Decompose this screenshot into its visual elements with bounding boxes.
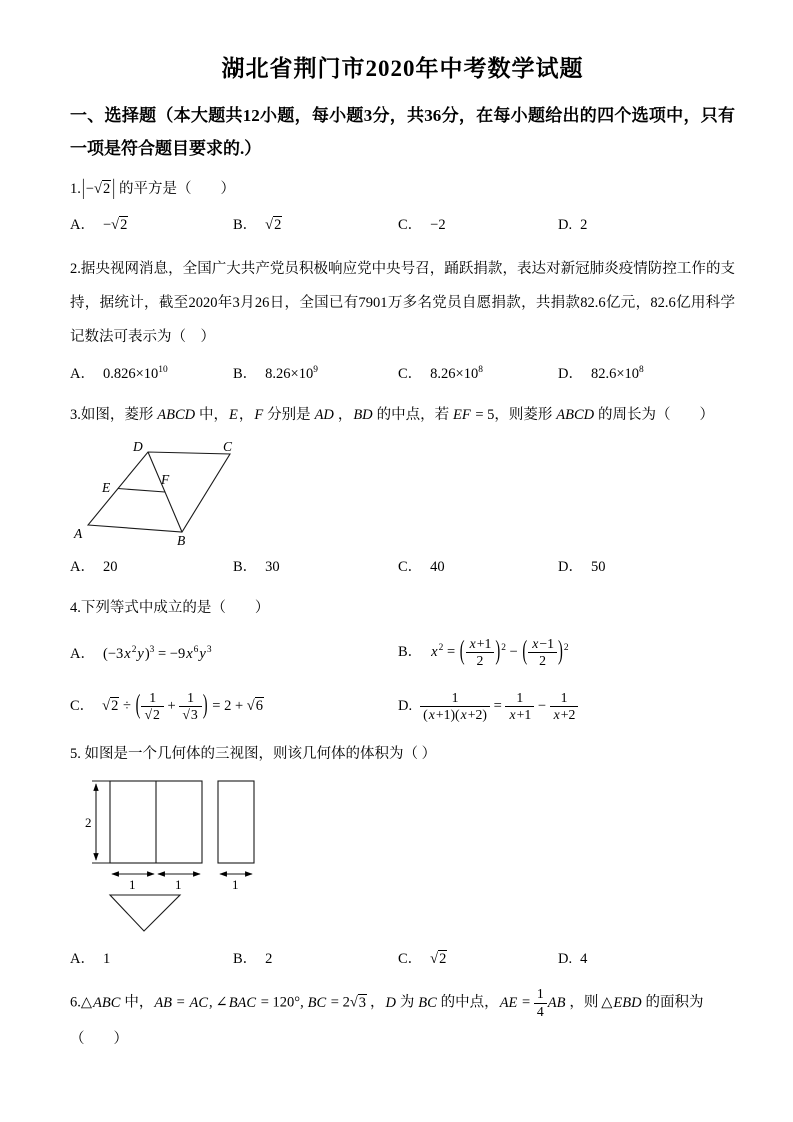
question-4-options xyxy=(70,636,735,724)
option-d-label: D． xyxy=(558,366,583,383)
option-d-value: $\frac{1}{(x+1)(x+2)}$ = $\frac{1}{x+1}$ − $\frac{1}{x+2}$ xyxy=(420,698,578,714)
dim-label-side: 1 xyxy=(232,877,239,893)
option-b-value: 2 xyxy=(265,951,273,968)
option-b-value: √2 xyxy=(265,217,282,233)
vertex-label-d: D xyxy=(133,440,143,454)
question-2 xyxy=(70,252,735,389)
question-2-option-c xyxy=(398,360,558,389)
question-1-stem: 1.|−√2 | 的平方是（ ） xyxy=(70,176,235,202)
question-4 xyxy=(70,594,735,724)
question-6-stem: 6.△ABC 中，AB = AC, ∠BAC = 120°, BC = 2√3 ，D 为 BC 的中点，AE = $\frac{1}{4}$ AB ，则 △EBD 的面积为 xyxy=(70,986,704,1019)
vertex-label-c: C xyxy=(223,440,233,454)
option-c-value: $8.26\times 10^8$ xyxy=(430,365,483,383)
question-2-options xyxy=(70,360,735,389)
question-4-option-d xyxy=(398,690,735,724)
option-d-value: 4 xyxy=(580,951,588,968)
option-c-value: 40 xyxy=(430,558,445,575)
question-2-option-a xyxy=(70,360,233,389)
option-d-label: D. xyxy=(558,217,573,233)
option-c-value: √2 xyxy=(430,951,447,968)
question-4-option-b xyxy=(398,636,735,670)
option-c-label: C． xyxy=(398,951,423,968)
option-a-label: A． xyxy=(70,366,95,383)
question-1 xyxy=(70,175,735,240)
question-5-options xyxy=(70,945,735,974)
option-d-value: 50 xyxy=(590,558,606,575)
option-b-label: B． xyxy=(398,643,423,660)
question-5-stem: 5. 如图是一个几何体的三视图，则该几何体的体积为（ ） xyxy=(70,745,437,762)
option-d-value: $82.6\times 10^8$ xyxy=(590,365,644,383)
option-c-value: √2 ÷ ( $\frac{1}{√2}$ + $\frac{1}{√3}$ ) = 2 + √6 xyxy=(102,689,263,723)
option-a-label: A． xyxy=(70,558,95,575)
dim-label-front-left: 1 xyxy=(129,877,136,893)
question-4-option-a xyxy=(70,642,398,663)
question-6 xyxy=(70,986,735,1053)
option-c-label: C． xyxy=(398,366,423,383)
side-view-rect xyxy=(218,781,254,863)
question-3-stem: 3.如图，菱形 ABCD 中，E，F 分别是 AD ，BD 的中点，若 EF = 5，则菱形 ABCD 的周长为（ ） xyxy=(70,407,715,424)
question-3 xyxy=(70,401,735,582)
option-b-value: 30 xyxy=(265,558,280,575)
document-title: 湖北省荆门市2020年中考数学试题 xyxy=(221,56,584,81)
option-b-value: $x^2$ = ( $\frac{x+1}{2}$ )$^2$ − ( $\frac{x-1}{2}$ )$^2$ xyxy=(431,635,569,669)
dim-label-height: 2 xyxy=(85,815,92,831)
point-label-e: E xyxy=(102,479,111,495)
question-3-option-c xyxy=(398,553,558,582)
midsegment-ef-line xyxy=(118,488,165,492)
q3-rhombus-figure xyxy=(72,441,262,547)
option-c-label: C． xyxy=(398,558,423,575)
option-d-value: 2 xyxy=(580,217,588,233)
vertex-label-a: A xyxy=(74,525,83,541)
question-2-stem: 2.据央视网消息，全国广大共产党员积极响应党中央号召，踊跃捐款，表达对新冠肺炎疫情防控工作的支持，据统计，截至2020年3月26日，全国已有7901万多名党员自愿捐款，共捐款82.6亿元，82.6亿用科学记数法可表示为（ ） xyxy=(70,261,735,346)
question-5-option-d xyxy=(558,945,735,974)
option-a-value: −√2 xyxy=(102,217,128,233)
option-a-value: $(-3x^2y)^3 = -9x^6y^3$ xyxy=(102,645,212,663)
vertex-label-b: B xyxy=(177,532,186,547)
question-1-option-d xyxy=(558,211,735,240)
question-5-option-c xyxy=(398,945,558,974)
question-1-option-b xyxy=(233,211,398,240)
question-6-answer-blank: （ ） xyxy=(70,1030,128,1047)
question-2-option-b xyxy=(233,360,398,389)
option-d-label: D. xyxy=(558,951,573,968)
question-4-option-c xyxy=(70,690,398,724)
option-d-label: D. xyxy=(398,698,413,715)
option-d-label: D． xyxy=(558,558,583,575)
option-c-label: C． xyxy=(70,698,95,715)
option-a-label: A． xyxy=(70,217,95,233)
question-1-option-c xyxy=(398,211,558,240)
option-b-label: B． xyxy=(233,217,258,233)
question-3-options xyxy=(70,553,735,582)
option-a-value: 20 xyxy=(102,558,118,575)
question-1-option-a xyxy=(70,211,233,240)
option-c-value: −2 xyxy=(430,217,446,233)
top-view-triangle xyxy=(110,895,180,931)
question-1-options xyxy=(70,211,735,240)
point-label-f: F xyxy=(161,471,170,487)
option-a-value: 1 xyxy=(102,951,111,968)
dim-label-front-right: 1 xyxy=(175,877,182,893)
question-2-option-d xyxy=(558,360,735,389)
question-5 xyxy=(70,740,735,975)
question-5-option-b xyxy=(233,945,398,974)
question-3-option-d xyxy=(558,553,735,582)
section-one-heading: 一、选择题（本大题共12小题，每小题3分，共36分，在每小题给出的四个选项中，只有一项是符合题目要求的.） xyxy=(70,106,735,159)
option-b-label: B． xyxy=(233,951,258,968)
option-b-value: $8.26\times 10^9$ xyxy=(265,365,318,383)
option-c-label: C． xyxy=(398,217,423,233)
option-a-label: A． xyxy=(70,951,95,968)
option-b-label: B． xyxy=(233,366,258,383)
question-5-option-a xyxy=(70,945,233,974)
q5-three-view-figure xyxy=(84,775,284,939)
option-b-label: B． xyxy=(233,558,258,575)
question-4-stem: 4.下列等式中成立的是（ ） xyxy=(70,599,270,616)
question-3-option-a xyxy=(70,553,233,582)
option-a-label: A． xyxy=(70,646,95,663)
option-a-value: $0.826\times 10^{10}$ xyxy=(102,365,168,383)
question-3-option-b xyxy=(233,553,398,582)
